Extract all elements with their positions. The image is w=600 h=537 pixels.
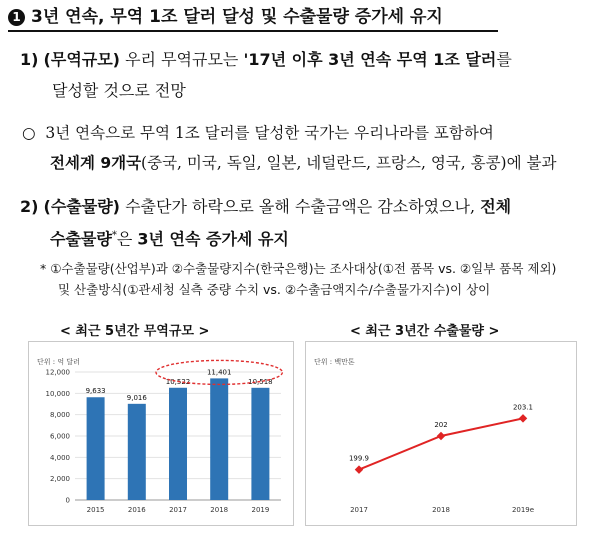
trade-bar-chart [29, 342, 293, 525]
item3-line2 [50, 220, 289, 254]
bar-2017 [169, 388, 187, 500]
item1-text-a: 우리 무역규모는 [120, 50, 244, 69]
bar-value-label: 9,016 [126, 393, 147, 402]
y-tick-label: 4,000 [49, 453, 70, 462]
export-line-chart [306, 342, 576, 525]
trade-unit-label: 단위 : 억 달러 [37, 358, 80, 366]
trade-chart-panel [28, 341, 294, 526]
item1-bold: '17년 이후 3년 연속 무역 1조 달러 [243, 50, 497, 69]
item3-number: 2) [20, 197, 39, 216]
point-value-label: 203.1 [512, 403, 534, 412]
bar-value-label: 10,522 [165, 377, 191, 386]
nine-countries-paragraph [22, 118, 494, 149]
point-value-label: 199.9 [348, 454, 370, 463]
export-chart-panel [305, 341, 577, 526]
item3-text-a: 수출단가 하락으로 올해 수출금액은 감소하였으나, [120, 197, 481, 216]
bar-value-label: 11,401 [206, 368, 232, 377]
item1-line2: 달성할 것으로 전망 [52, 81, 186, 100]
x-tick-label: 2019e [511, 506, 535, 514]
x-tick-label: 2017 [350, 506, 368, 514]
export-unit-label: 단위 : 백만톤 [314, 358, 355, 366]
item2-bold: 전세계 9개국 [50, 154, 142, 172]
heading-text: 3년 연속, 무역 1조 달러 달성 및 수출물량 증가세 유지 [31, 7, 443, 27]
export-chart-title: < 최근 3년간 수출물량 > [350, 324, 500, 339]
x-tick-label: 2019 [251, 506, 270, 514]
y-tick-label: 2,000 [49, 475, 70, 484]
y-tick-label: 6,000 [49, 432, 70, 441]
item2-line2 [50, 148, 556, 179]
item2-line2-rest: (중국, 미국, 독일, 일본, 네덜란드, 프랑스, 영국, 홍콩)에 불과 [141, 154, 557, 172]
item3-bold-c: 3년 연속 증가세 유지 [137, 229, 289, 249]
item1-number: 1) [20, 50, 39, 69]
y-tick-label: 12,000 [45, 368, 70, 377]
bar-value-label: 10,518 [248, 377, 273, 386]
data-point-2018 [437, 432, 445, 440]
x-tick-label: 2016 [127, 506, 146, 514]
export-volume-paragraph [20, 191, 511, 222]
item1-label: (무역규모) [43, 50, 120, 69]
y-tick-label: 10,000 [45, 389, 70, 398]
x-tick-label: 2017 [169, 506, 187, 514]
heading-underline [8, 30, 498, 32]
heading-bullet: 1 [8, 9, 25, 26]
y-tick-label: 0 [65, 496, 70, 505]
item2-marker: ○ [22, 124, 36, 142]
item3-star: * [111, 230, 117, 241]
item3-text-b: 은 [116, 229, 138, 249]
footnote-line1: * ①수출물량(산업부)과 ②수출물량지수(한국은행)는 조사대상(①전 품목 vs. ②일부 품목 제외) [40, 261, 557, 276]
data-point-2017 [355, 465, 363, 473]
item3-label: (수출물량) [43, 197, 120, 216]
x-tick-label: 2015 [86, 506, 105, 514]
trade-chart-title: < 최근 5년간 무역규모 > [60, 324, 210, 339]
bar-2018 [210, 378, 228, 500]
bar-2019 [251, 388, 269, 500]
point-value-label: 202 [434, 421, 448, 429]
x-tick-label: 2018 [432, 506, 450, 514]
trade-volume-paragraph [20, 44, 512, 75]
y-tick-label: 8,000 [49, 411, 70, 420]
item3-bold-a: 전체 [480, 197, 512, 216]
bar-2015 [87, 397, 105, 500]
section-heading [8, 2, 443, 27]
item1-text-b: 를 [496, 50, 512, 69]
bar-value-label: 9,633 [85, 387, 106, 396]
item2-line1: 3년 연속으로 무역 1조 달러를 달성한 국가는 우리나라를 포함하여 [45, 124, 494, 142]
x-tick-label: 2018 [210, 506, 229, 514]
data-point-2019e [519, 414, 527, 422]
footnote-line2: 및 산출방식(①관세청 실측 중량 수치 vs. ②수출금액지수/수출물가지수)이 상이 [58, 282, 491, 297]
item3-bold-b: 수출물량 [50, 229, 112, 249]
bar-2016 [128, 404, 146, 500]
